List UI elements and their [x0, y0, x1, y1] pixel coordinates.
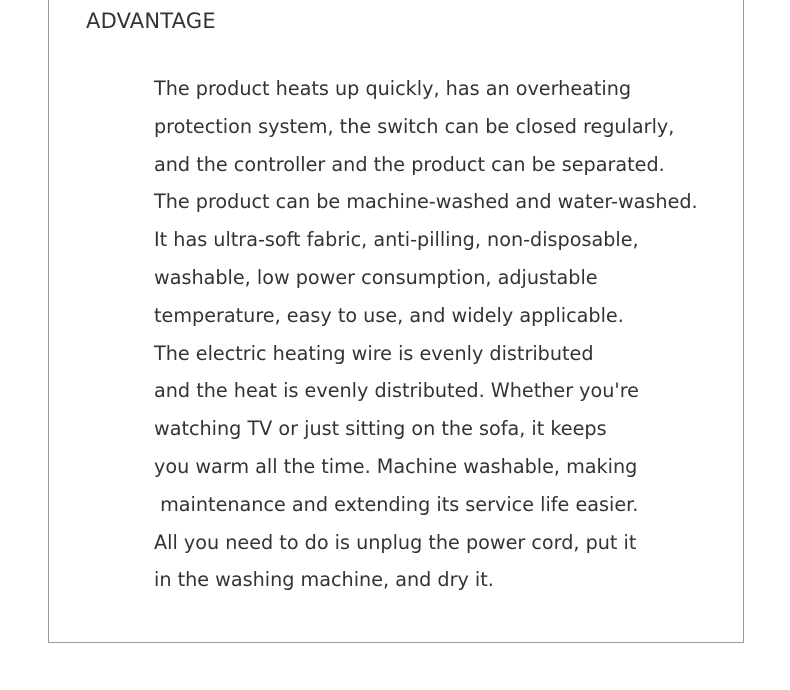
- description-line: and the heat is evenly distributed. Whether you're: [154, 379, 639, 403]
- description-line: temperature, easy to use, and widely applicable.: [154, 303, 624, 327]
- description-line: The product heats up quickly, has an overheating: [154, 77, 632, 100]
- description-line: watching TV or just sitting on the sofa, it keeps: [154, 417, 607, 441]
- description-line: The product can be machine-washed and water-washed.: [154, 190, 698, 214]
- description-line: and the controller and the product can be separated.: [154, 152, 665, 176]
- advantage-description: [154, 74, 698, 603]
- description-line: It has ultra-soft fabric, anti-pilling, non-disposable,: [154, 228, 639, 252]
- description-line: washable, low power consumption, adjustable: [154, 265, 598, 289]
- description-line: protection system, the switch can be closed regularly,: [154, 114, 675, 138]
- section-heading: ADVANTAGE: [86, 9, 216, 33]
- description-line: All you need to do is unplug the power cord, put it: [154, 530, 637, 554]
- description-line: maintenance and extending its service life easier.: [154, 492, 639, 516]
- description-line: The electric heating wire is evenly distributed: [154, 341, 594, 365]
- description-line: you warm all the time. Machine washable, making: [154, 454, 638, 478]
- description-line: in the washing machine, and dry it.: [154, 568, 494, 592]
